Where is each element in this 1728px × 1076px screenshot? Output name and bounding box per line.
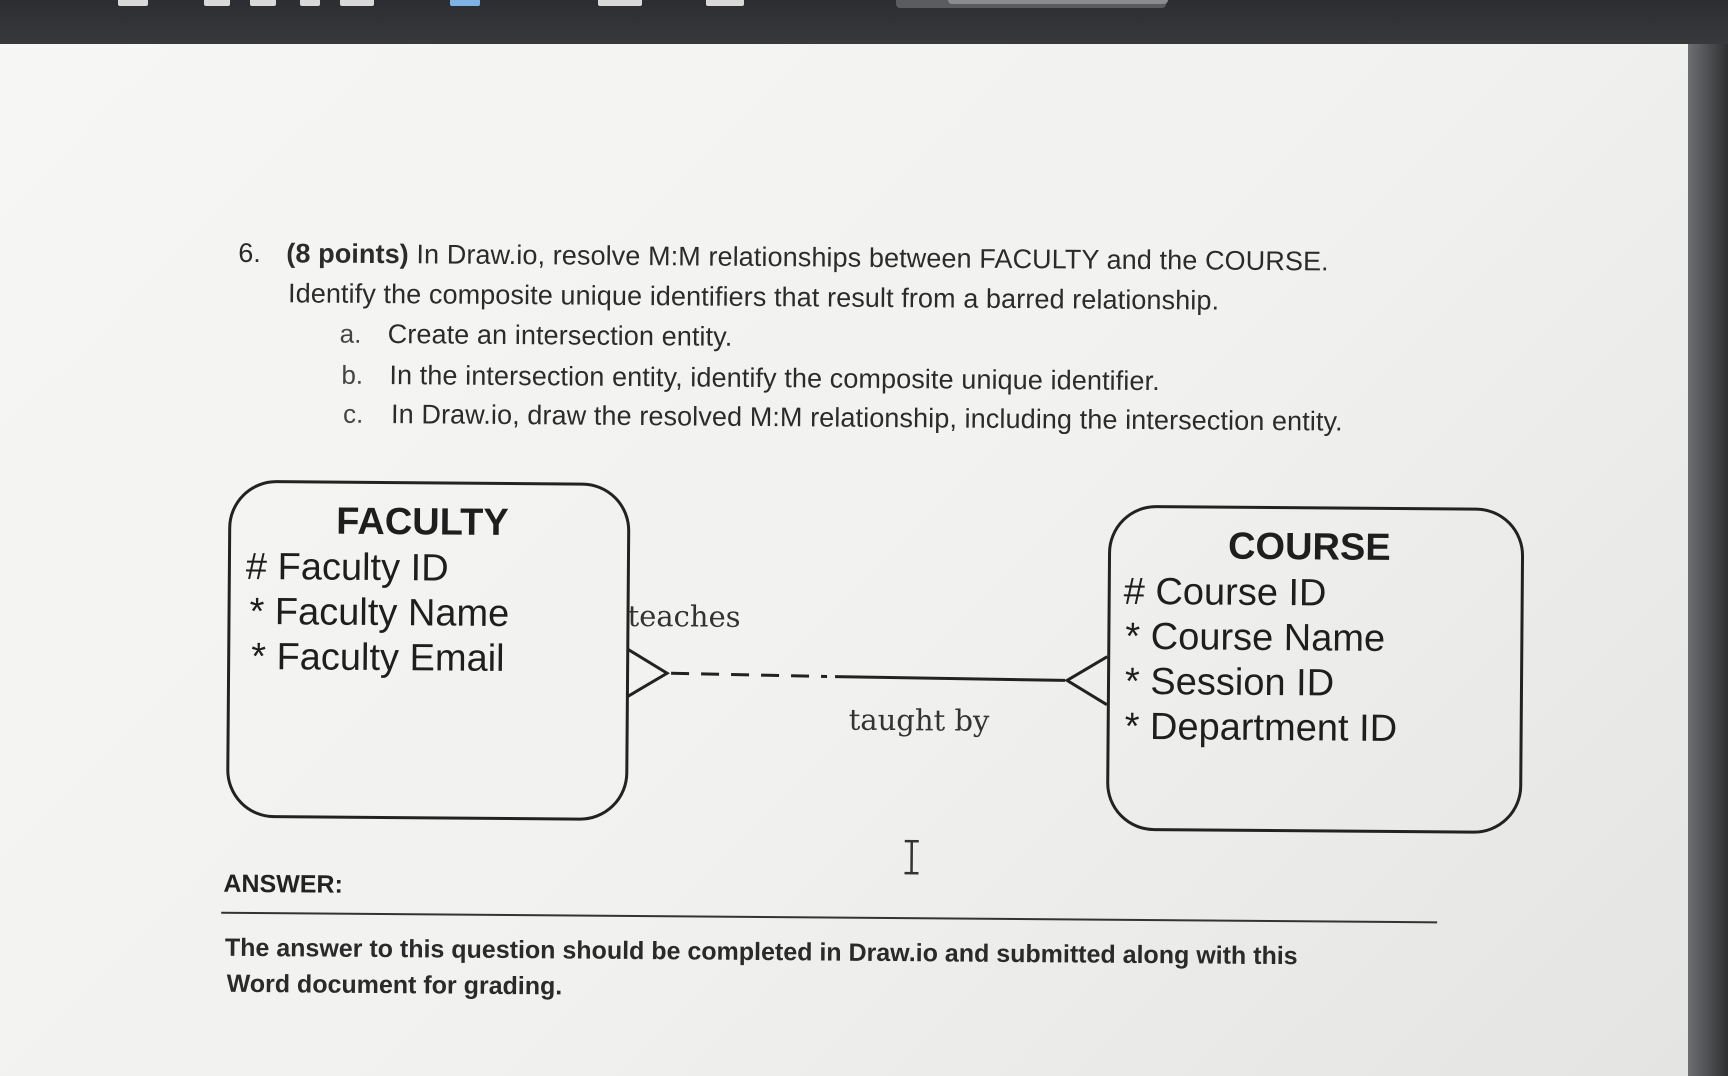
subitem-a-text: Create an intersection entity. bbox=[387, 319, 733, 352]
course-attribute: * Department ID bbox=[1124, 705, 1398, 750]
toolbar-button[interactable] bbox=[598, 0, 642, 6]
relationship-label-teaches: teaches bbox=[627, 598, 741, 634]
answer-text-line-2: Word document for grading. bbox=[226, 969, 563, 1001]
subitem-letter-b: b. bbox=[341, 359, 364, 390]
toolbar-tab[interactable] bbox=[948, 0, 1168, 4]
question-number: 6. bbox=[238, 237, 262, 269]
course-entity-title: COURSE bbox=[1227, 525, 1391, 569]
faculty-dashed-line bbox=[671, 673, 827, 676]
course-crows-foot bbox=[1067, 656, 1107, 704]
faculty-crows-foot bbox=[627, 649, 667, 697]
subitem-b-text: In the intersection entity, identify the composite unique identifier. bbox=[389, 360, 1160, 397]
question-points: (8 points) bbox=[286, 238, 409, 270]
top-toolbar bbox=[0, 0, 1728, 44]
faculty-attribute: * Faculty Email bbox=[251, 635, 505, 680]
toolbar-button[interactable] bbox=[204, 0, 230, 6]
toolbar-button[interactable] bbox=[340, 0, 374, 6]
question-line-1-text: In Draw.io, resolve M:M relationships between FACULTY and the COURSE. bbox=[416, 239, 1329, 277]
document-content bbox=[0, 44, 1690, 1076]
toolbar-button[interactable] bbox=[706, 0, 744, 6]
subitem-c-text: In Draw.io, draw the resolved M:M relationship, including the intersection entity. bbox=[390, 399, 1343, 437]
answer-heading: ANSWER: bbox=[223, 869, 343, 899]
course-solid-line bbox=[835, 677, 1065, 681]
toolbar-button[interactable] bbox=[450, 0, 480, 6]
faculty-attribute: # Faculty ID bbox=[245, 545, 449, 590]
subitem-letter-a: a. bbox=[339, 318, 362, 349]
toolbar-button[interactable] bbox=[250, 0, 276, 6]
course-attribute: # Course ID bbox=[1123, 570, 1327, 615]
toolbar-button[interactable] bbox=[118, 0, 148, 6]
monitor-bezel bbox=[1688, 44, 1728, 1076]
course-attribute: * Session ID bbox=[1124, 660, 1335, 705]
toolbar-button[interactable] bbox=[300, 0, 320, 6]
subitem-letter-c: c. bbox=[342, 398, 364, 429]
text-cursor-icon bbox=[901, 837, 921, 877]
document-page[interactable] bbox=[0, 44, 1690, 1076]
relationship-label-taught-by: taught by bbox=[848, 702, 990, 738]
answer-text-line-1: The answer to this question should be completed in Draw.io and submitted along with this bbox=[224, 933, 1298, 971]
faculty-entity-title: FACULTY bbox=[336, 500, 509, 545]
question-line-2: Identify the composite unique identifiers that result from a barred relationship. bbox=[287, 278, 1220, 316]
faculty-attribute: * Faculty Name bbox=[249, 590, 510, 636]
course-attribute: * Course Name bbox=[1125, 615, 1386, 660]
